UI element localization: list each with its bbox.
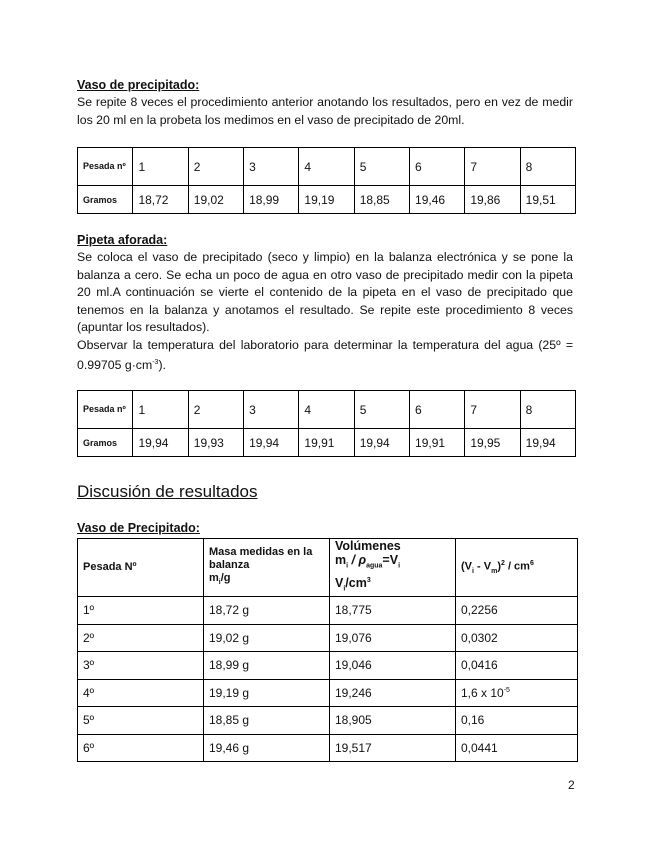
section-heading-vaso: Vaso de precipitado:	[77, 78, 200, 92]
table-cell: 18,99 g	[204, 652, 330, 680]
paragraph-text: Se coloca el vaso de precipitado (seco y limpio) en la balanza electrónica y se pone la balanza a cero. Se echa un poco de agua en otro vaso de precipitado medir con la pipeta 20 ml.A continuación se vierte el contenido de la pipeta en el vaso de precipitado que tenemos en la balanza y anotamos el resultado. Se repite este procedimiento 8 veces (apuntar los resultados).	[77, 250, 573, 334]
table-cell: 18,775	[330, 597, 456, 625]
table-cell: 5	[354, 148, 409, 186]
table-cell: 19,94	[520, 429, 575, 457]
table-cell: 19,86	[465, 186, 520, 214]
header-text: V	[335, 575, 344, 590]
table-cell: 8	[520, 148, 575, 186]
table-cell: 1º	[78, 597, 204, 625]
cell-text: 1,6 x 10	[461, 685, 504, 700]
superscript: 6	[529, 560, 534, 568]
table-cell: 19,93	[188, 429, 243, 457]
table-row	[78, 624, 578, 652]
table-cell: 4	[299, 391, 354, 429]
table-cell	[456, 652, 578, 680]
table-cell: 19,076	[330, 624, 456, 652]
table-cell: 19,46 g	[204, 734, 330, 762]
table-cell: 6	[410, 391, 465, 429]
table-cell: 19,517	[330, 734, 456, 762]
discussion-title: Discusión de resultados	[77, 482, 258, 501]
table-cell: 18,72	[133, 186, 188, 214]
table-cell: 6	[410, 148, 465, 186]
table-cell: 19,51	[520, 186, 575, 214]
discussion-subheading: Vaso de Precipitado:	[77, 521, 200, 535]
row-label-gramos: Gramos	[78, 186, 133, 214]
table-cell: 4	[299, 148, 354, 186]
table-cell: 19,91	[299, 429, 354, 457]
table-row	[78, 734, 578, 762]
results-table	[77, 538, 578, 762]
header-text: (V	[461, 560, 472, 573]
table-cell	[456, 597, 578, 625]
table-cell: 19,94	[244, 429, 299, 457]
table-cell: 5	[354, 391, 409, 429]
header-masa	[204, 539, 330, 597]
table-cell: 19,02 g	[204, 624, 330, 652]
header-text: )	[497, 560, 501, 573]
table-cell: 19,91	[410, 429, 465, 457]
table-cell: 19,46	[410, 186, 465, 214]
superscript: 2	[500, 560, 505, 568]
table-cell: 3º	[78, 652, 204, 680]
row-label-pesada: Pesada nº	[78, 148, 133, 186]
weighings-table-pipeta	[77, 390, 576, 457]
table-cell: 19,02	[188, 186, 243, 214]
subscript: i	[346, 562, 349, 570]
table-cell: 19,046	[330, 652, 456, 680]
table-cell: 2	[188, 148, 243, 186]
page-number: 2	[568, 778, 575, 792]
table-cell: 6º	[78, 734, 204, 762]
header-text: Masa medidas en la balanza	[209, 545, 313, 571]
paragraph-text: ).	[158, 358, 166, 373]
header-text: m	[209, 571, 219, 584]
superscript: -3	[152, 359, 159, 366]
table-cell: 18,85	[354, 186, 409, 214]
table-cell: 19,94	[354, 429, 409, 457]
table-cell: 18,905	[330, 707, 456, 735]
table-cell: 19,19 g	[204, 679, 330, 707]
table-cell: 1	[133, 148, 188, 186]
header-volumenes	[330, 539, 456, 597]
row-label-pesada: Pesada nº	[78, 391, 133, 429]
table-cell: 2º	[78, 624, 204, 652]
table-cell: 19,94	[133, 429, 188, 457]
header-text: - V	[473, 560, 492, 573]
table-cell: 8	[520, 391, 575, 429]
table-row	[78, 597, 578, 625]
table-cell	[456, 734, 578, 762]
subscript: i	[398, 562, 401, 570]
section-paragraph-pipeta	[77, 249, 573, 375]
subscript: i	[343, 585, 346, 593]
header-text: / ρ	[348, 553, 367, 567]
table-row	[78, 186, 576, 214]
table-row	[78, 391, 576, 429]
table-row	[78, 679, 578, 707]
table-cell: 3	[244, 148, 299, 186]
table-row	[78, 707, 578, 735]
table-cell: 18,99	[244, 186, 299, 214]
header-pesada: Pesada Nº	[78, 539, 204, 597]
cell-text: 0,16	[461, 713, 485, 728]
subscript: m	[491, 568, 498, 575]
header-text: Volúmenes	[335, 539, 401, 553]
header-text: /cm	[345, 575, 367, 590]
header-text: / cm	[504, 560, 530, 573]
cell-text: 0,0441	[461, 740, 498, 755]
table-cell	[456, 707, 578, 735]
superscript: -5	[503, 686, 510, 694]
table-cell: 7	[465, 391, 520, 429]
table-row	[78, 429, 576, 457]
table-row	[78, 652, 578, 680]
table-header-row	[78, 539, 578, 597]
section-paragraph-vaso: Se repite 8 veces el procedimiento anterior anotando los resultados, pero en vez de medir los 20 ml en la probeta los medimos en el vaso de precipitado de 20ml.	[77, 95, 573, 127]
section-heading-pipeta: Pipeta aforada:	[77, 233, 168, 247]
weighings-table-vaso	[77, 147, 576, 214]
table-cell: 7	[465, 148, 520, 186]
table-cell: 18,72 g	[204, 597, 330, 625]
cell-text: 0,2256	[461, 603, 498, 618]
superscript: 3	[366, 576, 371, 584]
row-label-gramos: Gramos	[78, 429, 133, 457]
table-cell: 5º	[78, 707, 204, 735]
header-text: /g	[220, 571, 231, 584]
table-cell: 1	[133, 391, 188, 429]
table-cell: 19,19	[299, 186, 354, 214]
table-row	[78, 148, 576, 186]
table-cell: 3	[244, 391, 299, 429]
table-cell: 4º	[78, 679, 204, 707]
table-cell: 19,246	[330, 679, 456, 707]
table-cell	[456, 624, 578, 652]
table-cell: 19,95	[465, 429, 520, 457]
table-cell: 2	[188, 391, 243, 429]
header-desviacion	[456, 539, 578, 597]
header-text: =V	[382, 553, 399, 567]
cell-text: 0,0302	[461, 630, 498, 645]
table-cell	[456, 679, 578, 707]
subscript: i	[218, 579, 221, 587]
subscript: agua	[366, 562, 383, 570]
header-text: m	[335, 553, 347, 567]
cell-text: 0,0416	[461, 658, 498, 673]
table-cell: 18,85 g	[204, 707, 330, 735]
paragraph-text: Observar la temperatura del laboratorio para determinar la temperatura del agua (25º = 0.99705 g·cm	[77, 337, 573, 373]
subscript: i	[472, 568, 474, 575]
